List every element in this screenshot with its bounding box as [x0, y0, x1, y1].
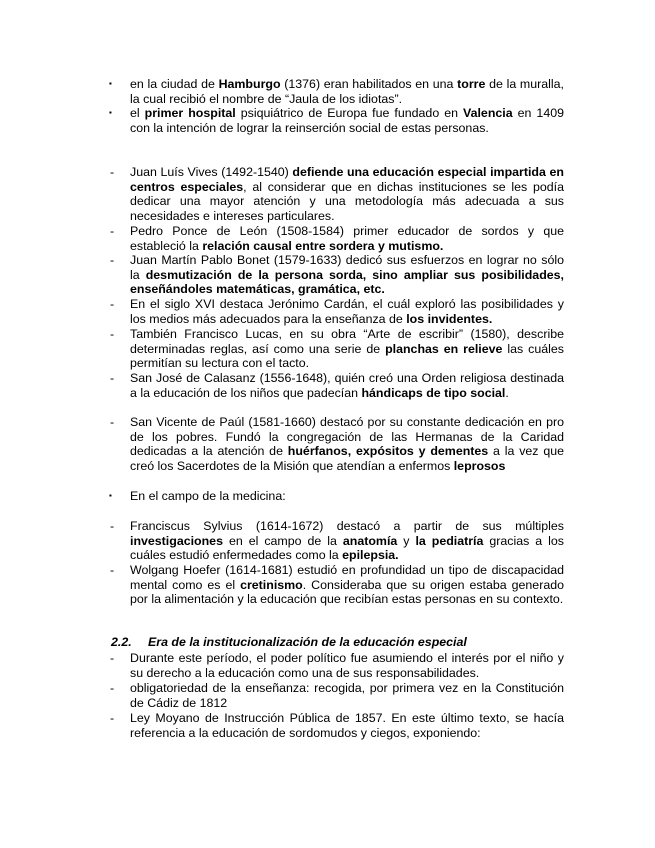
text-run: Wolgang Hoefer (1614-1681) estudió en profundidad un tipo de discapacidad mental como es el: [130, 563, 564, 592]
text-run: Juan Luís Vives (1492-1540): [130, 165, 293, 179]
bold-run: torre: [457, 77, 486, 91]
bold-run: desmutización de la persona sorda, sino ampliar sus posibilidades, enseñándoles matemáticas, gramática, etc.: [130, 267, 564, 297]
list-item: [110, 651, 564, 680]
list-item-text: [130, 224, 564, 253]
list-item-text: [130, 253, 564, 296]
text-run: de la muralla, la cual recibió el nombre de “Jaula de los idiotas”.: [130, 77, 564, 106]
dash-marker: -: [110, 711, 115, 725]
bold-run: Hamburgo: [218, 77, 281, 91]
list-item: [110, 519, 564, 563]
dash-marker: -: [110, 224, 115, 238]
text-run: a la vez que creó los Sacerdotes de la Misión que atendían a enfermos: [130, 444, 564, 473]
text-run: .: [505, 385, 509, 400]
text-run: Durante este período, el poder político fue asumiendo el interés por el niño y su derecho a la educación como una de sus responsabilidades.: [130, 651, 564, 680]
section-number: 2.2.: [111, 635, 132, 649]
bold-run: anatomía: [342, 533, 398, 548]
section-heading: [111, 635, 565, 650]
text-run: En el siglo XVI destaca Jerónimo Cardán, el cuál exploró las posibilidades y los medios más adecuados para la enseñanza de: [130, 297, 564, 326]
text-run: Ley Moyano de Instrucción Pública de 1857. En este último texto, se hacía referencia a la educación de sordomudos y ciegos, exponiendo:: [130, 711, 564, 740]
text-run: psiquiátrico de Europa fue fundado en: [235, 106, 464, 120]
list-item-text: [130, 165, 564, 223]
bold-run: huérfanos, expósitos y dementes: [287, 444, 489, 459]
list-item: [110, 327, 564, 371]
list-item: [110, 681, 564, 710]
list-item-text: [130, 297, 564, 326]
bold-run: investigaciones: [130, 533, 223, 548]
text-run: San José de Calasanz (1556-1648), quién creó una Orden religiosa destinada a la educación de los niños que padecían: [130, 371, 564, 400]
list-item: [110, 253, 564, 297]
list-item-text: [130, 651, 564, 680]
text-run: el: [130, 106, 145, 120]
text-run: San Vicente de Paúl (1581-1660) destacó por su constante dedicación en pro de los pobres. Fundó la congregación de las Hermanas de la Caridad dedicadas a la atención de: [130, 415, 564, 459]
dash-marker: -: [110, 327, 115, 341]
list-item-text: [130, 106, 564, 135]
list-item-text: [130, 681, 564, 710]
bold-run: primer hospital: [144, 106, 236, 120]
list-item: [110, 224, 564, 253]
list-item-text: [130, 415, 564, 473]
dash-marker: -: [110, 415, 115, 429]
list-item-text: [130, 489, 286, 503]
dash-marker: -: [110, 519, 115, 533]
section-title: Era de la institucionalización de la educación especial: [148, 635, 467, 649]
bold-run: planchas en relieve: [385, 341, 503, 356]
bold-run: epilepsia.: [342, 548, 399, 563]
text-run: , al considerar que en dichas instituciones se les podía dedicar una mayor atención y una metodología más adecuada a sus necesidades e intereses particulares.: [130, 179, 564, 223]
text-run: Juan Martín Pablo Bonet (1579-1633) dedicó sus esfuerzos en lograr no sólo la: [130, 253, 564, 282]
list-item: [110, 711, 564, 740]
dash-marker: -: [110, 165, 115, 179]
text-run: Franciscus Sylvius (1614-1672) destacó a partir de sus múltiples: [130, 519, 564, 533]
list-item: [110, 563, 564, 607]
text-run: en 1409 con la intención de lograr la reinserción social de estas personas.: [130, 106, 564, 135]
list-item-text: [130, 77, 564, 106]
bullet-marker: ▪: [109, 491, 112, 500]
list-item-text: [130, 327, 564, 370]
text-run: (1376) eran habilitados en una: [280, 77, 458, 91]
dash-marker: -: [110, 253, 115, 267]
list-item-text: [130, 563, 564, 606]
bold-run: defiende una educación especial impartida en centros especiales: [130, 165, 564, 194]
list-item: [109, 77, 564, 106]
dash-marker: -: [110, 297, 115, 311]
bullet-marker: ▪: [109, 108, 112, 117]
list-item: [109, 489, 564, 504]
text-run: En el campo de la medicina:: [130, 489, 286, 503]
list-item: [110, 165, 564, 223]
bold-run: cretinismo: [240, 577, 303, 592]
dash-marker: -: [110, 371, 115, 385]
list-item-text: [130, 711, 564, 740]
text-run: en el campo de la: [222, 533, 343, 548]
bold-run: la pediatría: [415, 533, 484, 548]
dash-marker: -: [110, 651, 115, 665]
list-item: [109, 106, 564, 135]
dash-marker: -: [110, 563, 115, 577]
bold-run: hándicaps de tipo social: [361, 385, 506, 400]
text-run: las cuáles permitían su lectura con el tacto.: [130, 341, 564, 371]
text-run: en la ciudad de: [130, 77, 219, 91]
dash-marker: -: [110, 681, 115, 695]
text-run: gracias a los cuáles estudió enfermedades como la: [130, 533, 564, 563]
text-run: Pedro Ponce de León (1508-1584) primer educador de sordos y que estableció la: [130, 224, 564, 253]
list-item: [110, 415, 564, 473]
bullet-marker: ▪: [109, 79, 112, 88]
bold-run: leprosos: [453, 458, 506, 473]
list-item-text: [130, 371, 564, 400]
bold-run: relación causal entre sordera y mutismo.: [202, 238, 444, 253]
list-item: [110, 371, 564, 400]
bold-run: los invidentes.: [406, 311, 493, 326]
list-item-text: [130, 519, 564, 562]
text-run: . Consideraba que su origen estaba generado por la alimentación y la educación que recibían estas personas en su contexto.: [130, 577, 564, 607]
list-item: [110, 297, 564, 326]
text-run: obligatoriedad de la enseñanza: recogida, por primera vez en la Constitución de Cádiz de 1812: [130, 681, 564, 710]
text-run: También Francisco Lucas, en su obra “Arte de escribir” (1580), describe determinadas reglas, así como una serie de: [130, 327, 564, 356]
text-run: y: [397, 533, 416, 548]
bold-run: Valencia: [463, 106, 513, 120]
